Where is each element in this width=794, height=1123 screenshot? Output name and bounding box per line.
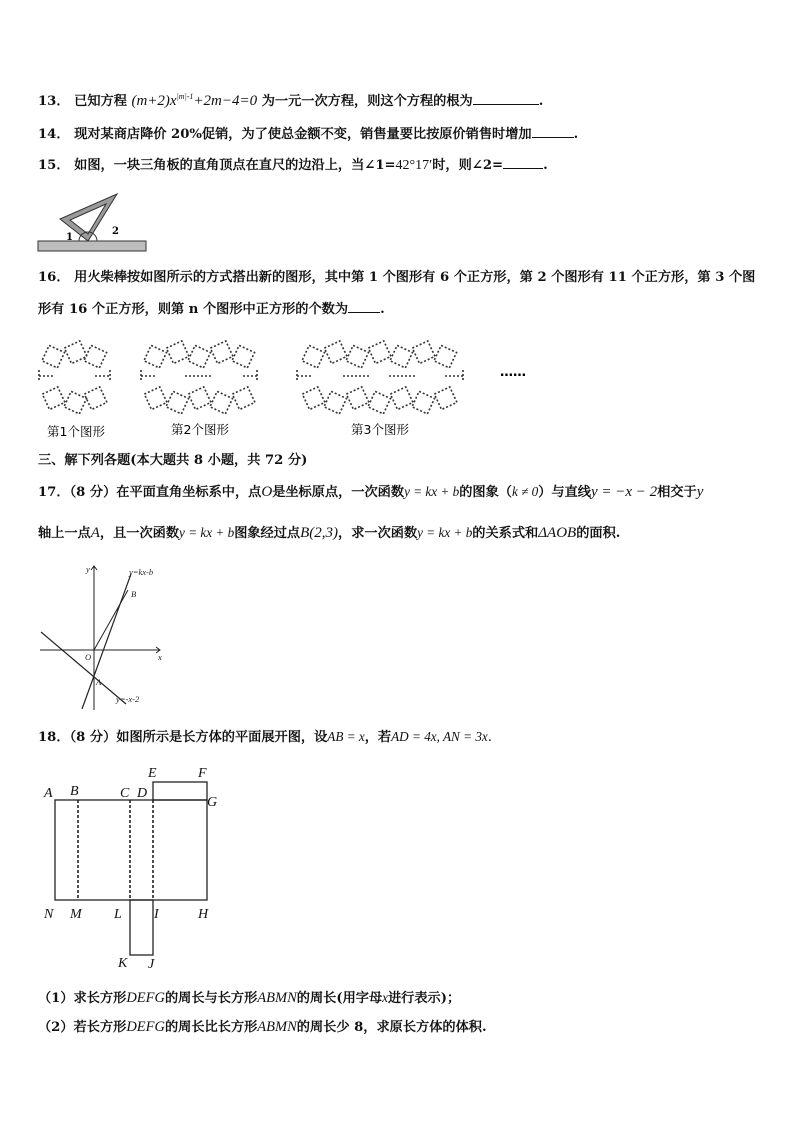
segment-OB (94, 590, 128, 650)
caption-figure-3: 第3个图形 (351, 422, 409, 437)
figure-3 (297, 341, 463, 414)
question-number: 15． (38, 158, 70, 173)
ellipsis: …… (500, 365, 526, 380)
top-face-DEFG (153, 782, 207, 800)
caption-figure-1: 第1个图形 (47, 424, 105, 439)
question-18: 18．（8 分）如图所示是长方体的平面展开图，设AB = x，若AD = 4x, AN = 3x. (38, 729, 492, 745)
question-number: 14． (38, 127, 70, 142)
bottom-face-LIJK (130, 900, 153, 955)
question-18-part-2: （2）若长方形DEFG的周长比长方形ABMN的周长少 8，求原长方体的体积. (38, 1019, 487, 1035)
label-K: K (118, 956, 128, 971)
answer-blank[interactable] (503, 155, 543, 169)
coordinate-graph (38, 562, 178, 712)
question-18-part-1: （1）求长方形DEFG的周长与长方形ABMN的周长(用字母x进行表示)； (38, 990, 461, 1006)
question-number: 17． (38, 485, 70, 500)
point-B-label: B (131, 589, 137, 599)
label-F: F (198, 766, 207, 781)
label-I: I (154, 907, 159, 922)
question-17-line-2: 轴上一点A，且一次函数y = kx + b图象经过点B(2,3)，求一次函数y = kx + b的关系式和ΔAOB的面积. (38, 525, 621, 541)
question-16-line-1: 16． 用火柴棒按如图所示的方式搭出新的图形，其中第 1 个图形有 6 个正方形，第 2 个图形有 11 个正方形，第 3 个图 (38, 270, 756, 285)
x-axis-label: x (158, 652, 162, 662)
angle-1-label: 1 (66, 232, 73, 243)
label-A: A (44, 786, 53, 801)
line-y-kx-b (82, 574, 131, 709)
label-B: B (70, 784, 79, 799)
label-G: G (207, 795, 218, 810)
label-J: J (148, 957, 155, 972)
caption-figure-2: 第2个图形 (171, 422, 229, 437)
matchstick-figures (35, 330, 535, 442)
label-C: C (120, 786, 130, 801)
figure-1 (39, 341, 110, 414)
section-3-title: 三、解下列各题(本大题共 8 小题，共 72 分) (38, 453, 308, 468)
angle-2-label: 2 (112, 226, 119, 237)
point-A-label: A (96, 677, 102, 687)
answer-blank[interactable] (348, 299, 380, 313)
label-L: L (114, 907, 122, 922)
cuboid-net-figure (40, 760, 230, 975)
question-number: 13． (38, 94, 70, 109)
question-number: 16． (38, 270, 70, 285)
question-16-line-2: 形有 16 个正方形，则第 n 个图形中正方形的个数为 . (38, 299, 385, 320)
triangle-ruler-figure (36, 186, 151, 256)
y-axis-label: y (86, 564, 90, 574)
ruler (38, 241, 146, 251)
figure-2 (141, 341, 257, 414)
question-number: 18． (38, 730, 70, 745)
line-y-neg-x-2 (41, 632, 126, 704)
label-H: H (198, 907, 209, 922)
question-17-line-1: 17．（8 分）在平面直角坐标系中，点O是坐标原点，一次函数y = kx + b的图象（k ≠ 0）与直线y = −x − 2相交于y (38, 484, 704, 500)
equation: $(m+2)x^{|m|-1}+2m-4=0$ (131, 92, 258, 109)
label-N: N (44, 907, 54, 922)
line-2-label: y=-x-2 (116, 694, 140, 704)
origin-label: O (85, 652, 92, 662)
label-D: D (137, 786, 148, 801)
answer-blank[interactable] (473, 91, 539, 105)
answer-blank[interactable] (532, 124, 574, 138)
question-14: 14． 现对某商店降价 20%促销，为了使总金额不变，销售量要比按原价销售时增加 . (38, 124, 578, 145)
question-13: 13． 已知方程 $(m+2)x^{|m|-1}+2m-4=0$ 为一元一次方程，则这个方程的根为 . (38, 92, 544, 109)
label-E: E (148, 766, 157, 781)
label-M: M (70, 907, 82, 922)
line-1-label: y=kx-b (129, 567, 154, 577)
question-15: 15． 如图，一块三角板的直角顶点在直尺的边沿上，当∠1=42°17′时，则∠2= . (38, 155, 548, 176)
